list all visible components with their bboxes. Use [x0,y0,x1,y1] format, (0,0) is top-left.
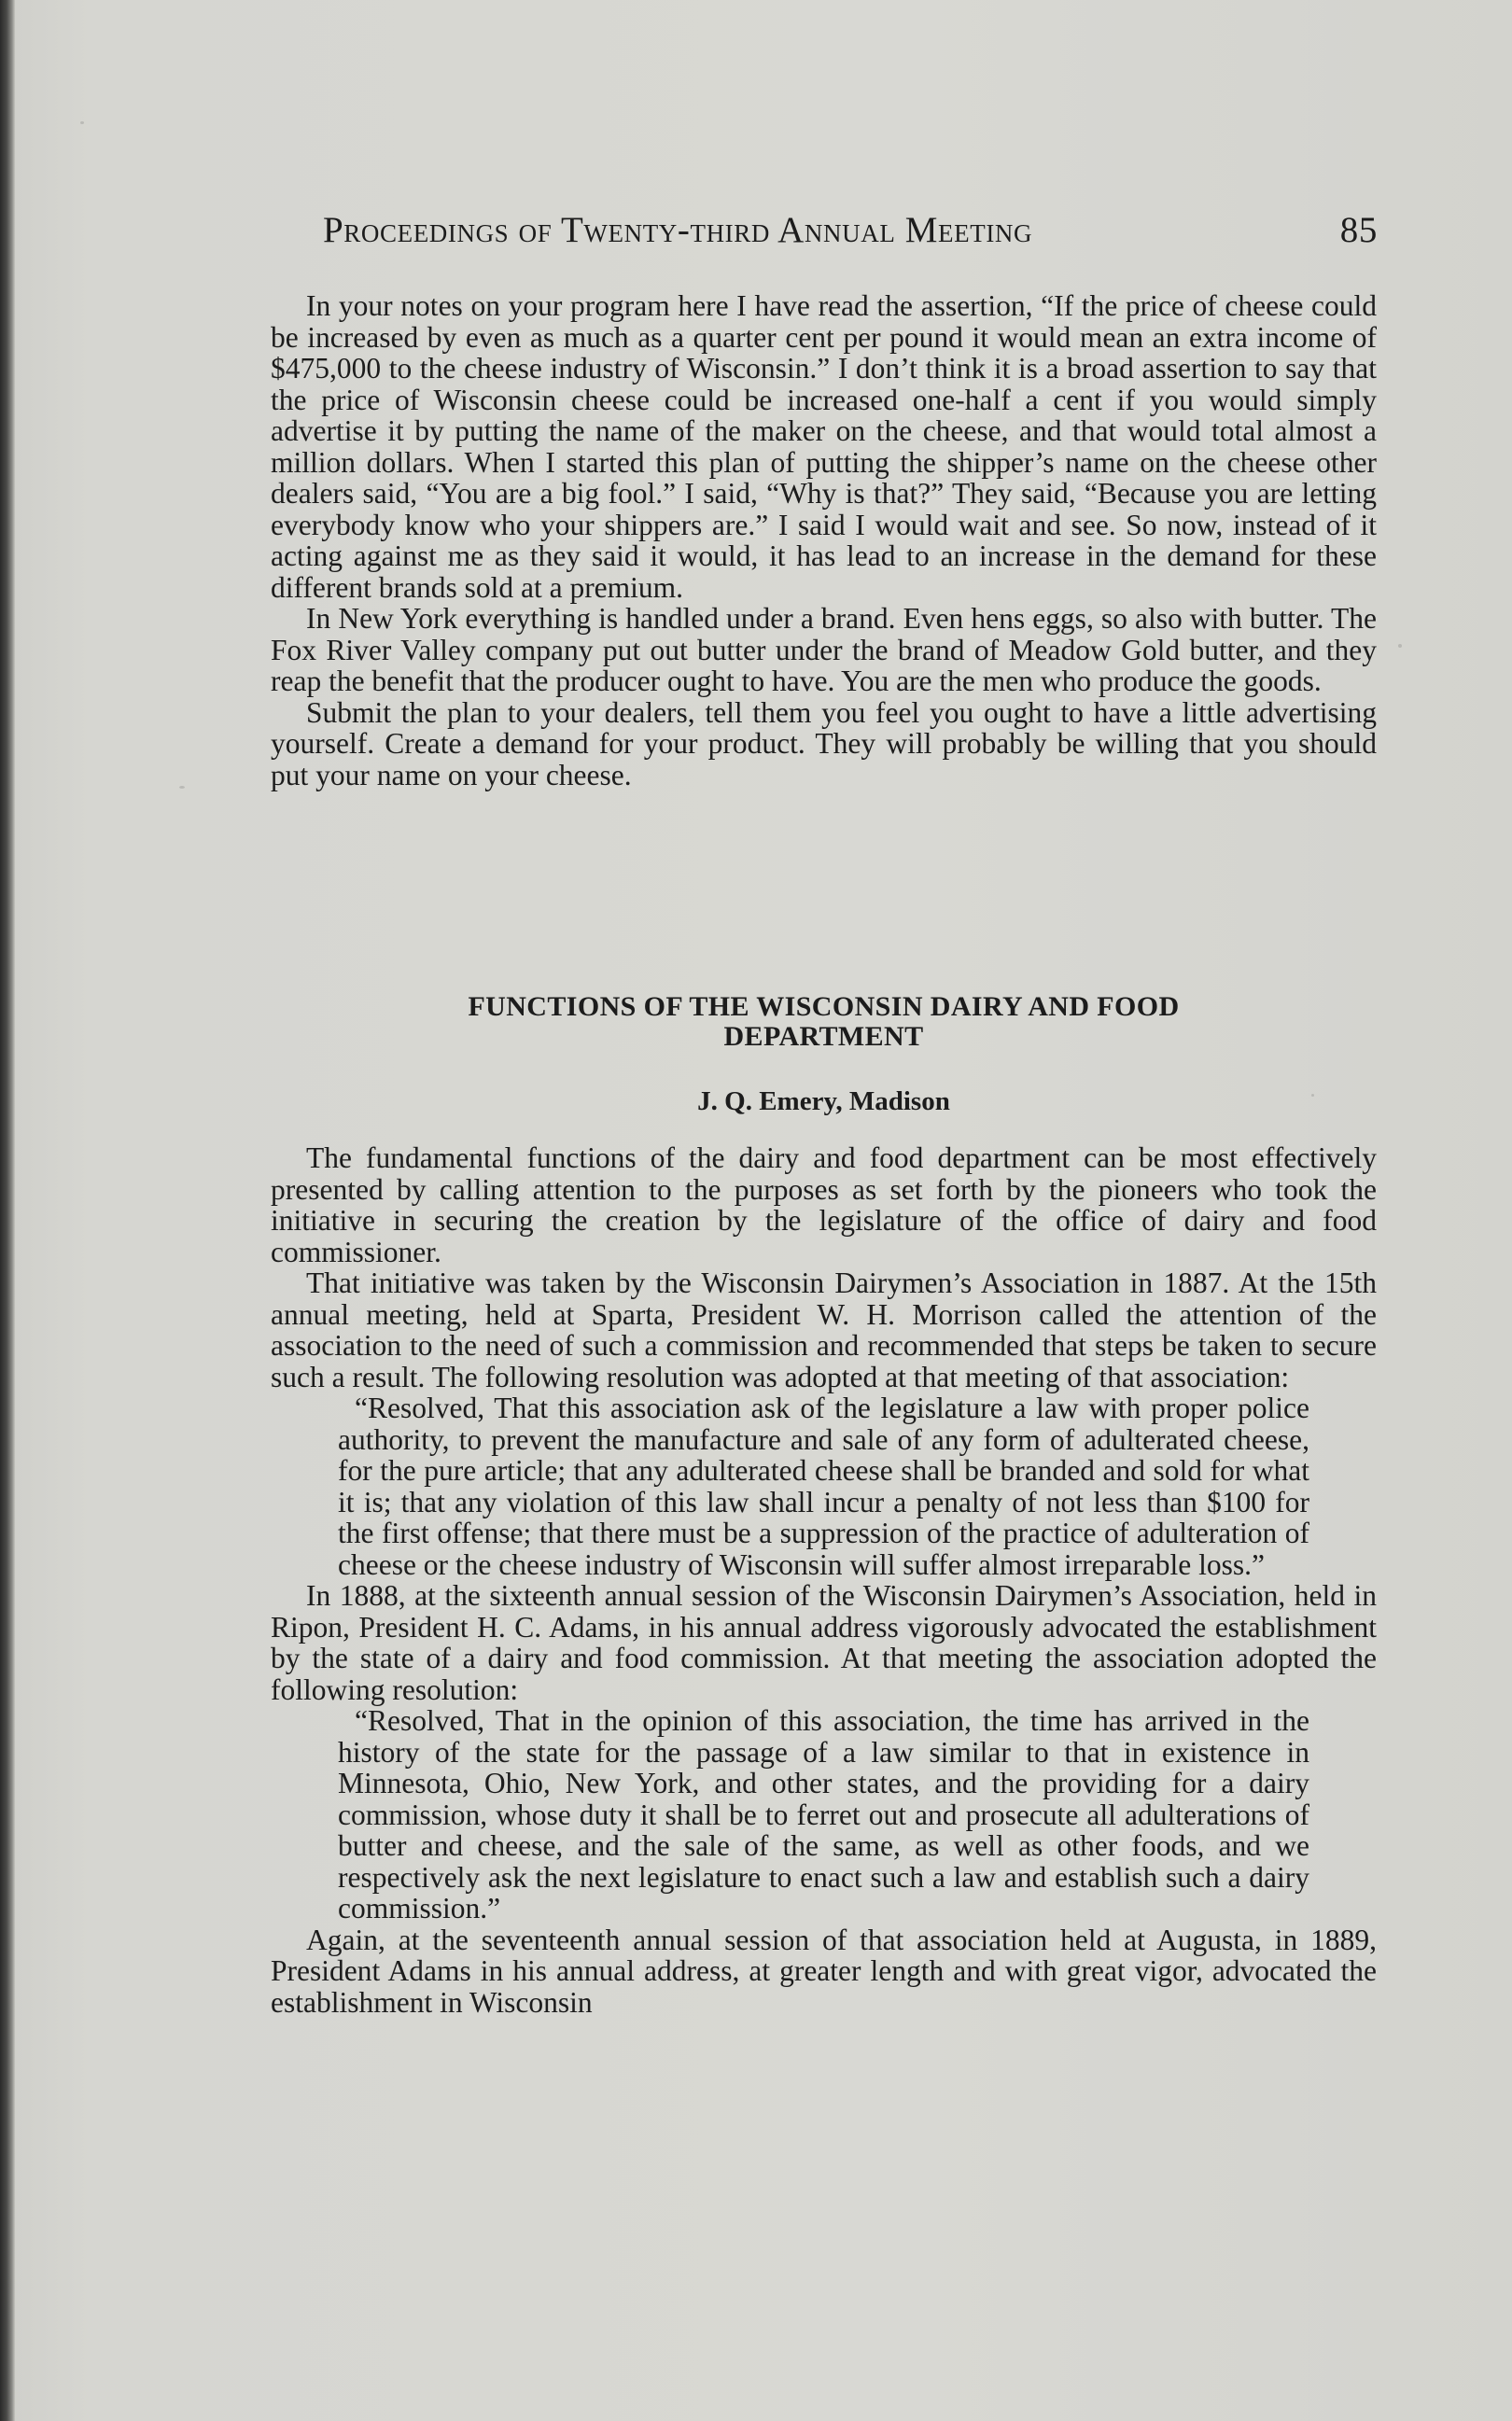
continued-discussion [271,290,1377,791]
article-heading [271,992,1377,1052]
article-body [271,1142,1377,2018]
block-quote-resolution-1888: “Resolved, That in the opinion of this association, the time has arrived in the history of the state for the passage of a law similar to that in existence in Minnesota, Ohio, New York, and other states, and the providing for a dairy commission, whose duty it shall be to ferret out and prosecute all adulterations of butter and cheese, and the sale of the same, as well as other foods, and we respectively ask the next legislature to enact such a law and establish such a dairy commission.” [338,1704,1309,1924]
paragraph: In 1888, at the sixteenth annual session of the Wisconsin Dairymen’s Association, held in Ripon, President H. C. Adams, in his annual address vigorously advocated the establishment by the state of a dairy and food commission. At that meeting the association adopted the following resolution: [271,1579,1377,1706]
paragraph: That initiative was taken by the Wisconsin Dairymen’s Association in 1887. At the 15th annual meeting, held at Sparta, President W. H. Morrison called the attention of the association to the need of such a commission and recommended that steps be taken to secure such a result. The following resolution was adopted at that meeting of that association: [271,1266,1377,1393]
running-head-title: Proceedings of Twenty-third Annual Meeting [323,210,1033,250]
article-byline: J. Q. Emery, Madison [697,1086,950,1116]
print-speck [179,786,185,789]
block-quote-resolution-1887: “Resolved, That this association ask of the legislature a law with proper police authority, to prevent the manufacture and sale of any form of adulterated cheese, for the pure article; that any adulterated cheese shall be branded and sold for what it is; that any violation of this law shall incur a penalty of not less than $100 for the first offense; that there must be a suppression of the practice of adulteration of cheese or the cheese industry of Wisconsin will suffer almost irreparable loss.” [338,1392,1309,1581]
paragraph: The fundamental functions of the dairy and food department can be most effectively presented by calling attention to the purposes as set forth by the pioneers who took the initiative in securing the creation by the legislature of the office of dairy and food commissioner. [271,1141,1377,1268]
page-spine-shadow [0,0,15,2421]
paragraph: In your notes on your program here I have read the assertion, “If the price of cheese could be increased by even as much as a quarter cent per pound it would mean an extra income of $475,000 to the cheese industry of Wisconsin.” I don’t think it is a broad assertion to say that the price of Wisconsin cheese could be increased one-half a cent if you would simply advertise it by putting the name of the maker on the cheese, and that would total almost a million dollars. When I started this plan of putting the shipper’s name on the cheese other dealers said, “You are a big fool.” I said, “Why is that?” They said, “Because you are letting everybody know who your shippers are.” I said I would wait and see. So now, instead of it acting against me as they said it would, it has lead to an increase in the demand for these different brands sold at a premium. [271,289,1377,604]
paragraph: Submit the plan to your dealers, tell them you feel you ought to have a little advertising yourself. Create a demand for your product. They will probably be willing that you should put your name on your cheese. [271,695,1377,791]
running-head [323,207,1378,254]
paragraph: Again, at the seventeenth annual session of that association held at Augusta, in 1889, President Adams in his annual address, at greater length and with great vigor, advocated the establishment in Wisconsin [271,1923,1377,2019]
print-speck [1398,644,1402,648]
paragraph: In New York everything is handled under a brand. Even hens eggs, so also with butter. The Fox River Valley company put out butter under the brand of Meadow Gold butter, and they reap the benefit that the producer ought to have. You are the men who produce the goods. [271,602,1377,697]
print-speck [80,121,84,124]
article-heading-line: DEPARTMENT [723,1021,924,1052]
article-heading-line: FUNCTIONS OF THE WISCONSIN DAIRY AND FOOD [468,991,1180,1022]
page-number: 85 [1339,210,1378,250]
